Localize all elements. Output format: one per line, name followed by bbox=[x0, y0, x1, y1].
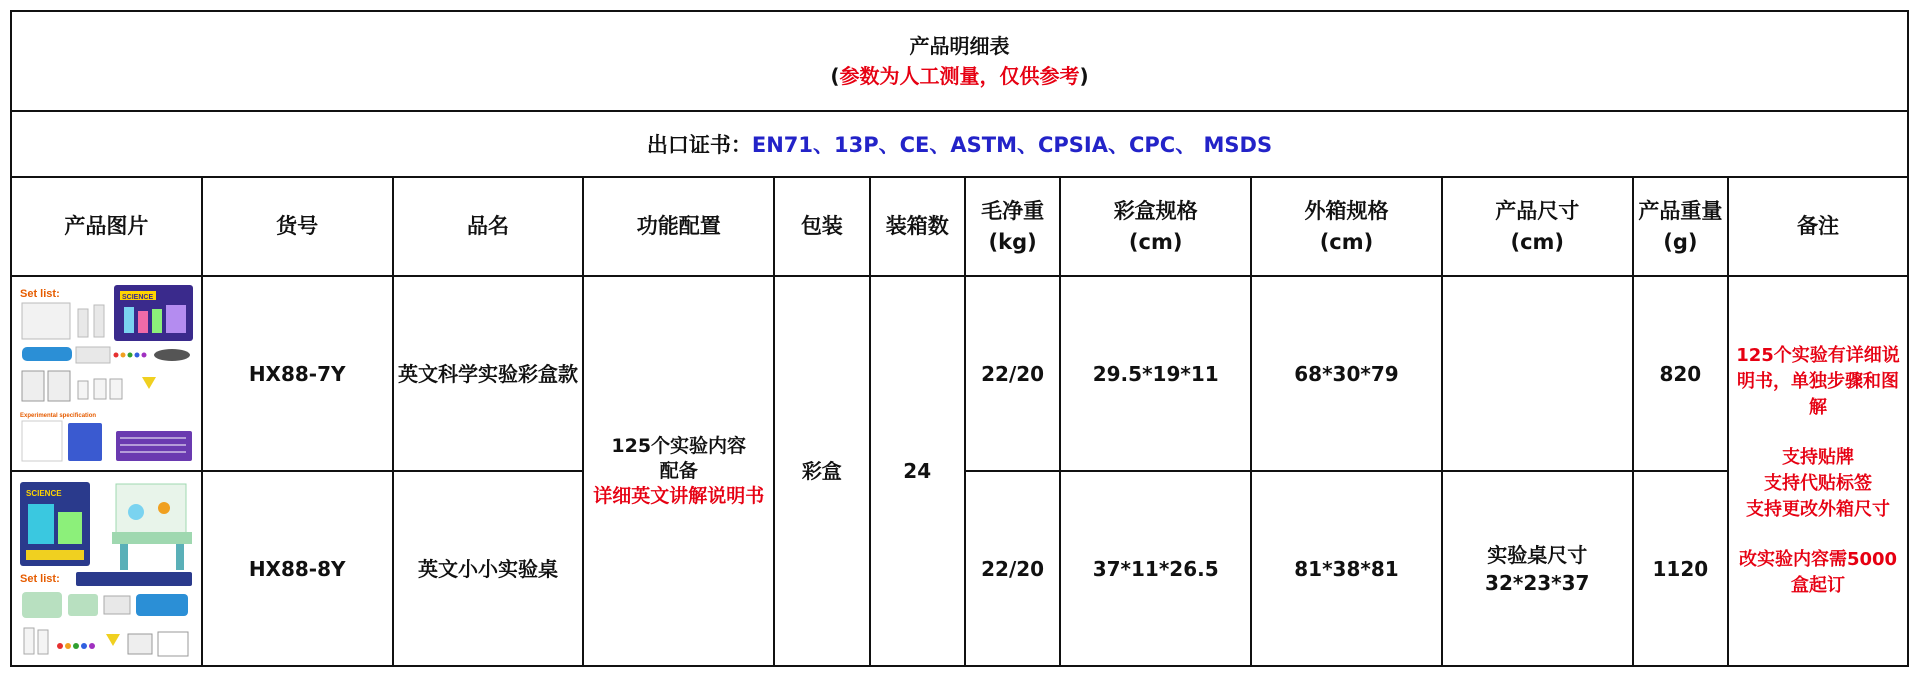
product-weight-cell: 820 bbox=[1633, 276, 1728, 471]
carton-size-cell: 68*30*79 bbox=[1251, 276, 1442, 471]
carton-size-cell: 81*38*81 bbox=[1251, 471, 1442, 666]
product-size-l1: 实验桌尺寸 bbox=[1487, 542, 1588, 567]
product-image-kit bbox=[16, 281, 197, 467]
product-image-cell bbox=[11, 471, 202, 666]
title-cell bbox=[11, 11, 1908, 111]
thumb-spec-label: Experimental specification bbox=[20, 412, 97, 419]
remark-p1-l2: 明书，单独步骤和图 bbox=[1737, 371, 1900, 392]
header-weight-l2: (kg) bbox=[988, 229, 1037, 254]
note-text: 参数为人工测量，仅供参考 bbox=[839, 64, 1080, 88]
item-name: 英文小小实验桌 bbox=[393, 471, 584, 666]
function-l1: 125个实验内容 bbox=[611, 434, 747, 457]
header-name: 品名 bbox=[393, 177, 584, 276]
thumb-box-label-2: SCIENCE bbox=[26, 488, 62, 498]
header-size bbox=[1442, 177, 1633, 276]
header-remark: 备注 bbox=[1728, 177, 1908, 276]
remark-p2-l2: 支持代贴标签 bbox=[1764, 473, 1873, 494]
note-open: ( bbox=[830, 64, 840, 88]
packing-cell: 彩盒 bbox=[774, 276, 869, 666]
product-detail-table bbox=[10, 10, 1909, 667]
product-image-desk bbox=[16, 476, 197, 662]
header-size-l1: 产品尺寸 bbox=[1495, 198, 1580, 223]
thumb-box-label-1: SCIENCE bbox=[122, 293, 154, 301]
table-row bbox=[11, 276, 1908, 471]
cert-values: EN71、13P、CE、ASTM、CPSIA、CPC、 MSDS bbox=[751, 133, 1273, 157]
box-size-cell: 29.5*19*11 bbox=[1060, 276, 1251, 471]
thumb-setlist-2: Set list: bbox=[20, 572, 60, 585]
header-carton-l1: 外箱规格 bbox=[1304, 198, 1389, 223]
header-packing: 包装 bbox=[774, 177, 869, 276]
header-box bbox=[1060, 177, 1251, 276]
item-no: HX88-7Y bbox=[202, 276, 393, 471]
qty-cell: 24 bbox=[870, 276, 965, 666]
remark-cell bbox=[1728, 276, 1908, 666]
product-size-cell bbox=[1442, 471, 1633, 666]
thumb-setlist-1: Set list: bbox=[20, 287, 60, 300]
remark-p3-l1: 改实验内容需5000 bbox=[1738, 549, 1898, 570]
sheet-title: 产品明细表 bbox=[909, 34, 1010, 58]
item-no: HX88-8Y bbox=[202, 471, 393, 666]
certificate-cell bbox=[11, 111, 1908, 177]
header-function: 功能配置 bbox=[583, 177, 774, 276]
item-name: 英文科学实验彩盒款 bbox=[393, 276, 584, 471]
header-box-l2: (cm) bbox=[1128, 229, 1183, 254]
header-size-l2: (cm) bbox=[1510, 229, 1565, 254]
header-carton bbox=[1251, 177, 1442, 276]
header-prod-weight-l2: (g) bbox=[1663, 229, 1698, 254]
function-cell bbox=[583, 276, 774, 666]
header-weight-l1: 毛净重 bbox=[981, 198, 1045, 223]
header-image: 产品图片 bbox=[11, 177, 202, 276]
sheet-note bbox=[16, 61, 1903, 91]
function-l2: 配备 bbox=[659, 459, 698, 482]
weight-cell: 22/20 bbox=[965, 471, 1060, 666]
product-size-cell bbox=[1442, 276, 1633, 471]
product-size-l2: 32*23*37 bbox=[1485, 570, 1590, 595]
remark-p1-l3: 解 bbox=[1809, 397, 1828, 418]
header-weight bbox=[965, 177, 1060, 276]
remark-p2-l3: 支持更改外箱尺寸 bbox=[1746, 499, 1891, 520]
remark-gap bbox=[1733, 523, 1903, 547]
header-item-no: 货号 bbox=[202, 177, 393, 276]
product-image-cell bbox=[11, 276, 202, 471]
header-box-l1: 彩盒规格 bbox=[1113, 198, 1198, 223]
remark-p3-l2: 盒起订 bbox=[1791, 575, 1846, 596]
note-close: ) bbox=[1079, 64, 1089, 88]
cert-label: 出口证书： bbox=[646, 133, 752, 157]
function-l3: 详细英文讲解说明书 bbox=[593, 484, 765, 507]
product-weight-cell: 1120 bbox=[1633, 471, 1728, 666]
header-carton-l2: (cm) bbox=[1319, 229, 1374, 254]
header-prod-weight-l1: 产品重量 bbox=[1638, 198, 1723, 223]
weight-cell: 22/20 bbox=[965, 276, 1060, 471]
remark-p2-l1: 支持贴牌 bbox=[1782, 447, 1855, 468]
remark-p1-l1: 125个实验有详细说 bbox=[1736, 345, 1900, 366]
header-qty: 装箱数 bbox=[870, 177, 965, 276]
remark-gap bbox=[1733, 421, 1903, 445]
box-size-cell: 37*11*26.5 bbox=[1060, 471, 1251, 666]
header-prod-weight bbox=[1633, 177, 1728, 276]
